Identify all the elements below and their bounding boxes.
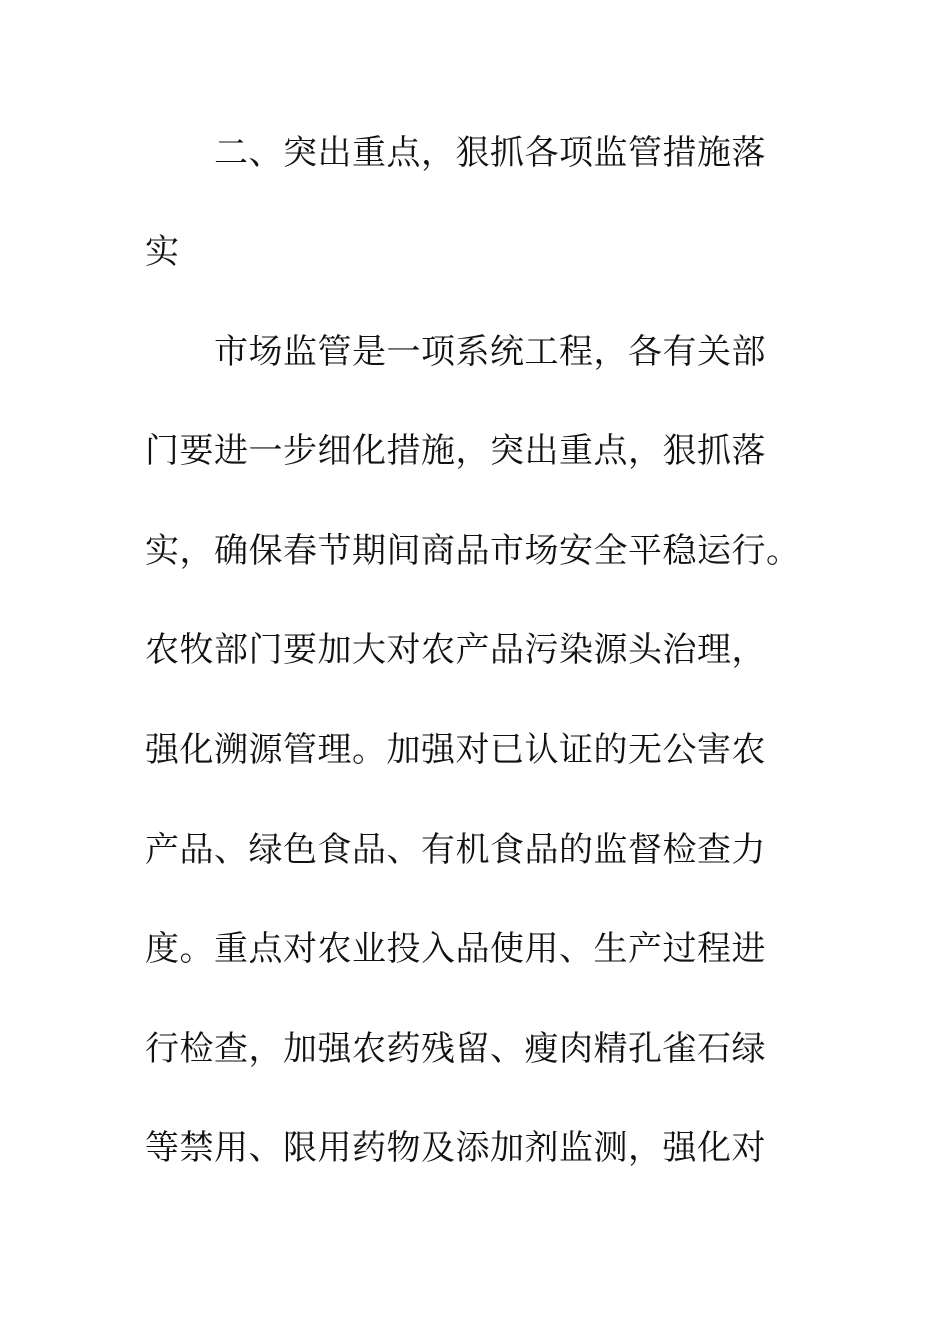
paragraph-line: 强化溯源管理。加强对已认证的无公害农 [145, 730, 766, 770]
paragraph-line: 市场监管是一项系统工程，各有关部 [214, 332, 766, 372]
paragraph-line: 实，确保春节期间商品市场安全平稳运行。 [145, 531, 801, 571]
paragraph-line: 度。重点对农业投入品使用、生产过程进 [145, 929, 766, 969]
section-heading-line-1: 二、突出重点，狠抓各项监管措施落 [214, 133, 766, 173]
section-heading-line-2: 实 [145, 232, 180, 272]
paragraph-line: 门要进一步细化措施，突出重点，狠抓落 [145, 431, 766, 471]
paragraph-line: 行检查，加强农药残留、瘦肉精孔雀石绿 [145, 1029, 766, 1069]
paragraph-line: 等禁用、限用药物及添加剂监测，强化对 [145, 1128, 766, 1168]
paragraph-line: 产品、绿色食品、有机食品的监督检查力 [145, 830, 766, 870]
paragraph-line: 农牧部门要加大对农产品污染源头治理， [145, 630, 766, 670]
